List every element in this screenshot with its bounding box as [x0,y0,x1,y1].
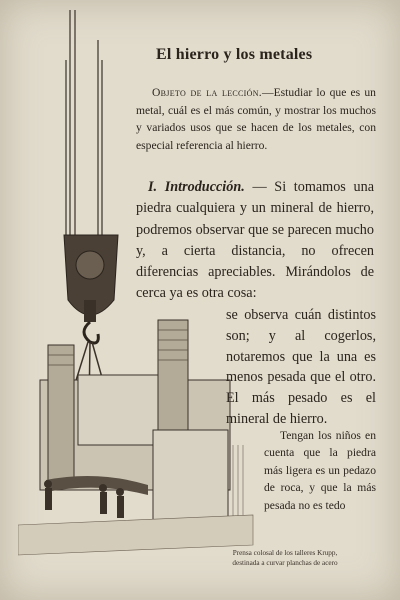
illustration-caption [195,548,375,568]
teacher-note: Tengan los niños en cuenta que la piedra más ligera es un pedazo de roca, y que la más pesada no es tedo [264,429,376,512]
caption-line-2: destinada a curvar planchas de acero [232,559,338,567]
caption-line-1: Prensa colosal de los talleres Krupp, [232,549,338,557]
introduction-continuation: se observa cuán distintos son; y al cogerlos, notaremos que la una es menos pesada que el otro. El más pesado es el mineral de hierro. [226,307,376,427]
introduction-text: — Si tomamos una piedra cualquiera y un mineral de hierro, podremos observar que se parecen mucho y, a cierta distancia, no ofrecen diferencias apreciables. Mirándolos de cerca ya es otra cosa: [136,179,374,302]
introduction-heading: I. Introducción. [148,179,245,195]
lesson-objective-heading: Objeto de la lección. [152,86,262,99]
introduction-paragraph [136,177,374,305]
lesson-objective-paragraph [136,84,376,154]
lesson-objective-text: —Estudiar lo que es un metal, cuál es el más común, y mostrar los muchos y variados usos que se hacen de los metales, con especial referencia al hierro. [136,86,376,152]
page-title: El hierro y los metales [156,46,313,63]
